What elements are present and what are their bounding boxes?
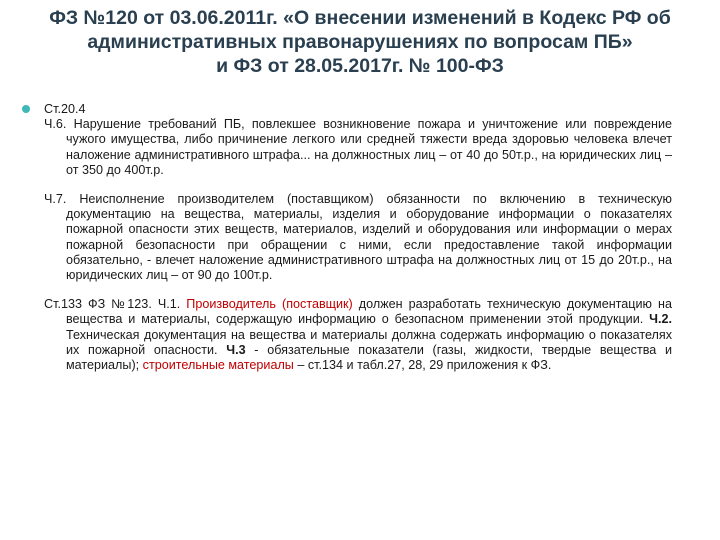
- paragraph-article-133: [44, 297, 672, 373]
- article-133-text-4: – ст.134 и табл.27, 28, 29 приложения к ФЗ.: [293, 358, 552, 373]
- bullet-item: [22, 102, 672, 117]
- title-line-3: и ФЗ от 28.05.2017г. № 100-ФЗ: [216, 55, 504, 77]
- paragraph-part-7: [44, 192, 672, 283]
- part-6-text: Нарушение требований ПБ, повлекшее возникновение пожара и уничтожение или повреждение чужого имущества, либо причинение легкого или средней тяжести вреда здоровью человека влечет наложение административного штрафа... на должностных лиц – от 40 до 50т.р., на юридических лиц – от 350 до 400т.р.: [66, 117, 672, 177]
- article-133-text-1: должен разработать техническую документацию на вещества и материалы, содержащую информацию о безопасном применении этой продукции.: [66, 297, 673, 327]
- article-133-text-3: - обязательные показатели (газы, жидкости, твердые вещества и материалы);: [66, 342, 672, 373]
- producer-highlight: Производитель (поставщик): [180, 297, 353, 312]
- title-line-2: административных правонарушениях по вопросам ПБ»: [87, 31, 633, 53]
- part-7-label: Ч.7.: [44, 192, 67, 207]
- part-3-label: Ч.3: [217, 342, 246, 357]
- title-line-1: ФЗ №120 от 03.06.2011г. «О внесении изменений в Кодекс РФ об: [49, 7, 671, 29]
- bullet-dot-icon: [22, 105, 30, 113]
- slide-title: [20, 6, 700, 78]
- slide-content: [44, 102, 672, 373]
- part-7-text: Неисполнение производителем (поставщиком) обязанности по включению в техническую документацию на вещества, материалы, изделия и оборудование информации о показателях пожарной опасности этих веществ, материалов, изделий и оборудования или информации о мерах пожарной безопасности при обращении с ними, если предоставление такой информации обязательно, - влечет наложение административного штрафа на должностных лиц от 15 до 20т.р., на юридических лиц – от 90 до 100т.р.: [66, 192, 672, 283]
- article-133-lead: Ст.133 ФЗ №123. Ч.1.: [44, 297, 181, 312]
- building-materials-highlight: строительные материалы: [139, 358, 294, 373]
- part-2-label: Ч.2.: [643, 312, 672, 327]
- article-133-text-2: Техническая документация на вещества и материалы должна содержать информацию о показателях их пожарной опасности.: [66, 327, 672, 357]
- bullet-text: Ст.20.4: [44, 102, 86, 116]
- part-6-label: Ч.6.: [44, 117, 67, 132]
- paragraph-part-6: [44, 117, 672, 178]
